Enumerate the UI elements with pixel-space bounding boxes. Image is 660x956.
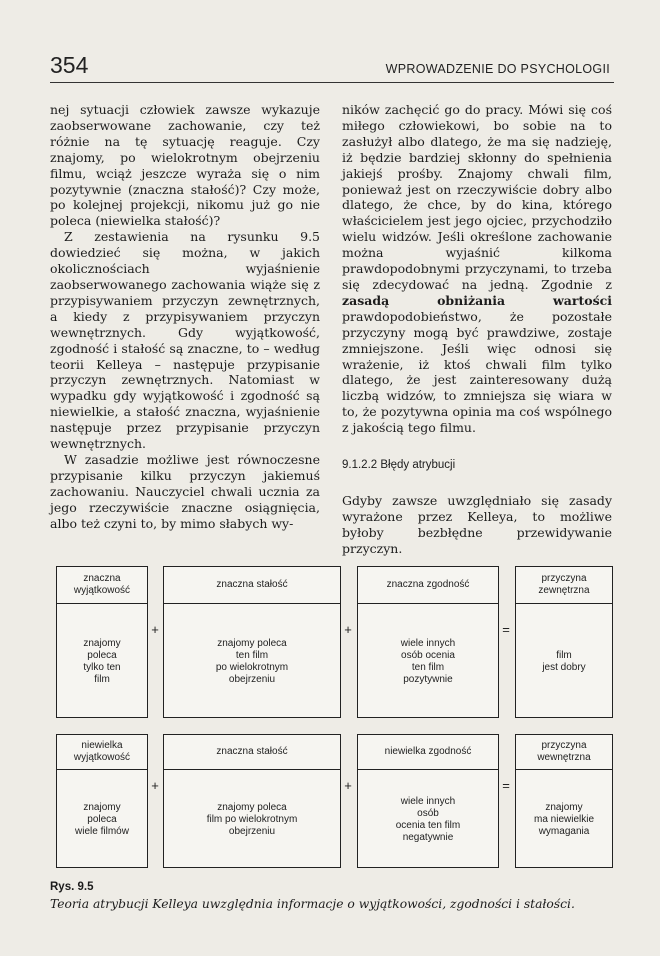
page-header — [50, 52, 614, 82]
attribution-diagram — [56, 566, 618, 866]
paragraph: Z zestawienia na rysunku 9.5 dowiedzieć się można, w jakich okolicznościach wyjaśnienie zaobserwowanego zachowania wiąże się z przypisywaniem przyczyn zewnętrznych, a kiedy z przypisywaniem przyczyn wewnętrznych. Gdy wyjątkowość, zgodność i stałość są znaczne, to – według teorii Kelleya – następuje przypisanie przyczyn zewnętrznych. Natomiast w wypadku gdy wyjątkowość i zgodność są niewielkie, a stałość znaczna, wyjaśnienie następuje przez przypisanie przyczyn wewnętrznych. — [50, 229, 320, 452]
paragraph: ników zachęcić go do pracy. Mówi się coś miłego człowiekowi, bo sobie na to zasłużył albo dlatego, że ma się nadzieję, iż będzie bardziej skłonny do spełnienia jakiejś prośby. Znajomy chwali film, ponieważ jest on rzeczywiście dobry albo dlatego, że chce, by do kina, którego właścicielem jest jego ojciec, przychodziło wielu widzów. Jeśli określone zachowanie można wyjaśnić kilkoma prawdopodobnymi przyczynami, to trzeba się zdecydować na jedną. Zgodnie z zasadą obniżania wartości prawdopodobieństwo, że pozostałe przyczyny mogą być prawdziwe, zostaje zmniejszone. Jeśli więc odnosi się wrażenie, iż ktoś chwali film tylko dlatego, że jest zainteresowany dużą liczbą widzów, to zmniejsza się wiara w to, że pozytywna opinia ma coś wspólnego z jakością tego filmu. — [342, 102, 612, 436]
figure-label: Rys. 9.5 — [50, 881, 94, 893]
diagram-box-external-cause: przyczyna zewnętrzna film jest dobry — [515, 566, 613, 718]
left-column — [50, 102, 320, 531]
paragraph: nej sytuacji człowiek zawsze wykazuje zaobserwowane zachowanie, czy też różnie na tę sytuację reaguje. Czy znajomy, po wielokrotnym obejrzeniu filmu, wciąż jeszcze wyraża się o nim pozytywnie (znaczna stałość)? Czy może, po kolejnej projekcji, nikomu już go nie poleca (niewielka stałość)? — [50, 102, 320, 229]
paragraph: W zasadzie możliwe jest równoczesne przypisanie kilku przyczyn jakiemuś zachowaniu. Nauczyciel chwali ucznia za jego rzeczywiście znaczne osiągnięcia, albo też czyni to, by mimo słabych wy- — [50, 451, 320, 531]
diagram-box-consistency-high: znaczna stałość znajomy poleca ten film po wielokrotnym obejrzeniu — [163, 566, 341, 718]
page-number: 354 — [50, 52, 89, 78]
plus-operator: + — [151, 622, 159, 637]
equals-operator: = — [502, 622, 510, 637]
bold-term: zasadą obniżania wartości — [342, 292, 612, 308]
plus-operator: + — [344, 778, 352, 793]
equals-operator: = — [502, 778, 510, 793]
diagram-box-distinctiveness-high: znaczna wyjątkowość znajomy poleca tylko ten film — [56, 566, 148, 718]
diagram-box-internal-cause: przyczyna wewnętrzna znajomy ma niewielkie wymagania — [515, 734, 613, 868]
running-title: WPROWADZENIE DO PSYCHOLOGII — [385, 62, 610, 76]
diagram-box-distinctiveness-low: niewielka wyjątkowość znajomy poleca wiele filmów — [56, 734, 148, 868]
diagram-box-consensus-low: niewielka zgodność wiele innych osób ocenia ten film negatywnie — [357, 734, 499, 868]
section-heading: 9.1.2.2 Błędy atrybucji — [342, 459, 456, 472]
figure-caption: Teoria atrybucji Kelleya uwzględnia informacje o wyjątkowości, zgodności i stałości. — [50, 897, 575, 911]
diagram-box-consistency-high-2: znaczna stałość znajomy poleca film po wielokrotnym obejrzeniu — [163, 734, 341, 868]
diagram-box-consensus-high: znaczna zgodność wiele innych osób ocenia ten film pozytywnie — [357, 566, 499, 718]
plus-operator: + — [344, 622, 352, 637]
header-rule — [50, 82, 614, 83]
right-column — [342, 102, 612, 557]
paragraph: Gdyby zawsze uwzględniało się zasady wyrażone przez Kelleya, to możliwe byłoby bezbłędne przewidywanie przyczyn. — [342, 492, 612, 556]
plus-operator: + — [151, 778, 159, 793]
